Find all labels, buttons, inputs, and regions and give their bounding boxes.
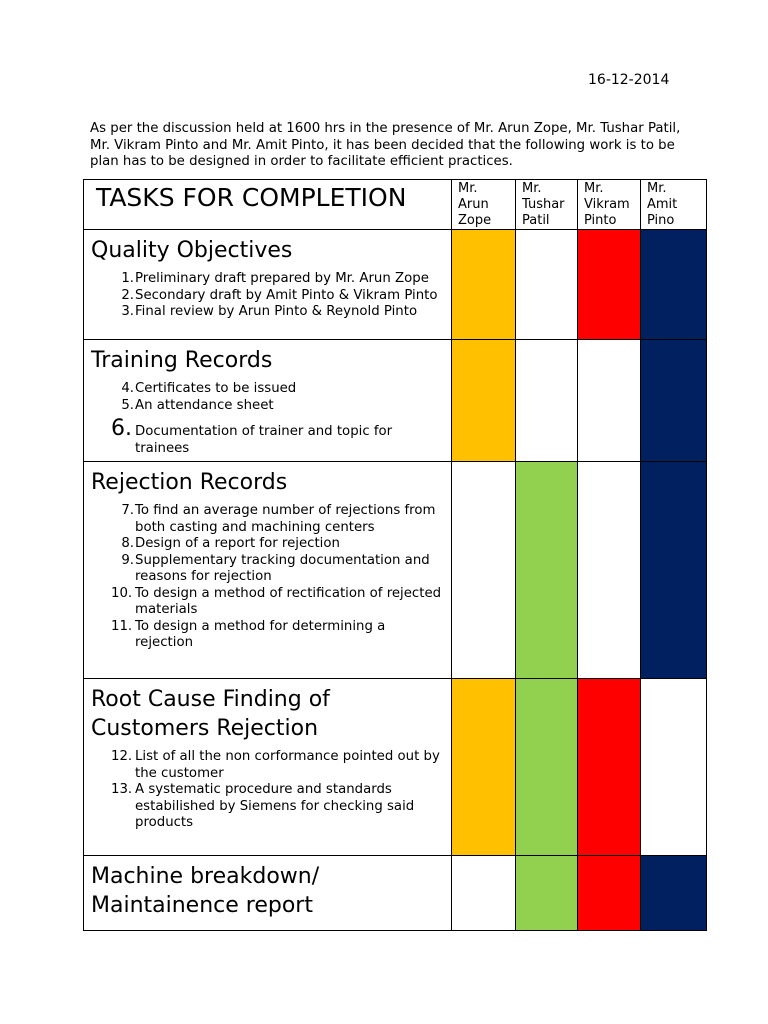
task-title: Training Records (91, 348, 273, 373)
item-number: 7. (121, 503, 134, 518)
person-header-line: Mr. (458, 181, 478, 196)
item-number: 9. (121, 552, 134, 568)
item-number: 2. (121, 287, 134, 303)
item-number: 1. (121, 271, 134, 286)
person-header-line: Vikram (584, 197, 630, 212)
task-title: Root Cause Finding of Customers Rejection (91, 687, 330, 741)
list-item (91, 782, 445, 832)
person-header-arun-zope (452, 180, 516, 230)
assignment-mark (516, 679, 578, 856)
list-item (91, 619, 445, 652)
task-cell-training-records (84, 340, 452, 462)
item-text: Final review by Arun Pinto & Reynold Pinto (135, 304, 418, 319)
item-number: 3. (121, 304, 134, 319)
assignment-mark (516, 856, 578, 931)
person-header-line: Mr. (522, 181, 542, 196)
item-number: 12. (111, 749, 133, 764)
assignment-mark (641, 462, 707, 679)
item-text: Certificates to be issued (135, 381, 297, 396)
person-header-line: Arun (458, 197, 489, 212)
table-header-title: TASKS FOR COMPLETION (84, 180, 452, 230)
person-header-line: Mr. (647, 181, 667, 196)
item-text: To find an average number of rejections from both casting and machining centers (135, 503, 436, 535)
task-cell-machine-breakdown (84, 856, 452, 931)
assignment-mark (452, 340, 516, 462)
item-text: A systematic procedure and standards estabilished by Siemens for checking said products (135, 782, 415, 830)
assignment-mark (641, 230, 707, 340)
task-cell-quality-objectives (84, 230, 452, 340)
assignment-mark (452, 230, 516, 340)
person-header-line: Zope (458, 213, 492, 228)
item-text: To design a method of rectification of rejected materials (135, 585, 442, 617)
list-item (91, 749, 445, 782)
item-number: 5. (121, 397, 134, 413)
list-item (91, 416, 445, 457)
item-number: 6. (111, 416, 132, 441)
assignment-mark (516, 230, 578, 340)
assignment-mark (516, 462, 578, 679)
list-item (91, 271, 445, 288)
item-number: 11. (111, 618, 133, 634)
person-header-line: Mr. (584, 181, 604, 196)
task-cell-root-cause (84, 679, 452, 856)
task-assignment-table (83, 179, 707, 931)
item-text: Preliminary draft prepared by Mr. Arun Zope (135, 271, 429, 286)
item-number: 13. (111, 782, 133, 797)
task-title: Quality Objectives (91, 238, 293, 263)
intro-paragraph: As per the discussion held at 1600 hrs in the presence of Mr. Arun Zope, Mr. Tushar Patil, Mr. Vikram Pinto and Mr. Amit Pinto, it has been decided that the following work is to be plan has to be designed in order to facilitate efficient practices. (90, 121, 681, 169)
table-row (84, 340, 707, 462)
assignment-mark (452, 462, 516, 679)
list-item (91, 503, 445, 536)
task-item-list (91, 749, 445, 832)
item-text: Design of a report for rejection (135, 536, 340, 551)
assignment-mark (578, 856, 641, 931)
assignment-mark (452, 679, 516, 856)
table-row (84, 856, 707, 931)
person-header-tushar-patil (516, 180, 578, 230)
item-number: 4. (121, 381, 134, 396)
assignment-mark (578, 230, 641, 340)
item-number: 8. (121, 536, 134, 551)
list-item (91, 398, 445, 415)
assignment-mark (641, 856, 707, 931)
item-text: List of all the non corformance pointed out by the customer (135, 749, 440, 781)
list-item (91, 304, 445, 321)
table-row (84, 230, 707, 340)
task-title: Rejection Records (91, 470, 288, 495)
item-text: An attendance sheet (135, 397, 274, 413)
assignment-mark (516, 340, 578, 462)
table-row (84, 679, 707, 856)
assignment-mark (578, 462, 641, 679)
assignment-mark (641, 340, 707, 462)
item-text: Documentation of trainer and topic for trainees (135, 424, 393, 456)
assignment-mark (641, 679, 707, 856)
task-cell-rejection-records (84, 462, 452, 679)
table-header-row (84, 180, 707, 230)
person-header-line: Patil (522, 213, 550, 228)
assignment-mark (578, 679, 641, 856)
item-text: Supplementary tracking documentation and reasons for rejection (135, 552, 430, 584)
person-header-line: Pino (647, 213, 675, 228)
item-text: To design a method for determining a rejection (135, 618, 386, 650)
list-item (91, 553, 445, 586)
task-item-list (91, 503, 445, 652)
list-item (91, 586, 445, 619)
person-header-vikram-pinto (578, 180, 641, 230)
list-item (91, 536, 445, 553)
document-date: 16-12-2014 (588, 72, 670, 88)
assignment-mark (452, 856, 516, 931)
table-row (84, 462, 707, 679)
person-header-amit-pino (641, 180, 707, 230)
assignment-mark (578, 340, 641, 462)
person-header-line: Pinto (584, 213, 617, 228)
task-item-list (91, 381, 445, 457)
list-item (91, 288, 445, 305)
person-header-line: Amit (647, 197, 678, 212)
item-text: Secondary draft by Amit Pinto & Vikram Pinto (135, 287, 438, 303)
list-item (91, 381, 445, 398)
item-number: 10. (111, 585, 133, 601)
task-title: Machine breakdown/ Maintainence report (91, 864, 320, 918)
task-item-list (91, 271, 445, 321)
person-header-line: Tushar (522, 197, 565, 212)
